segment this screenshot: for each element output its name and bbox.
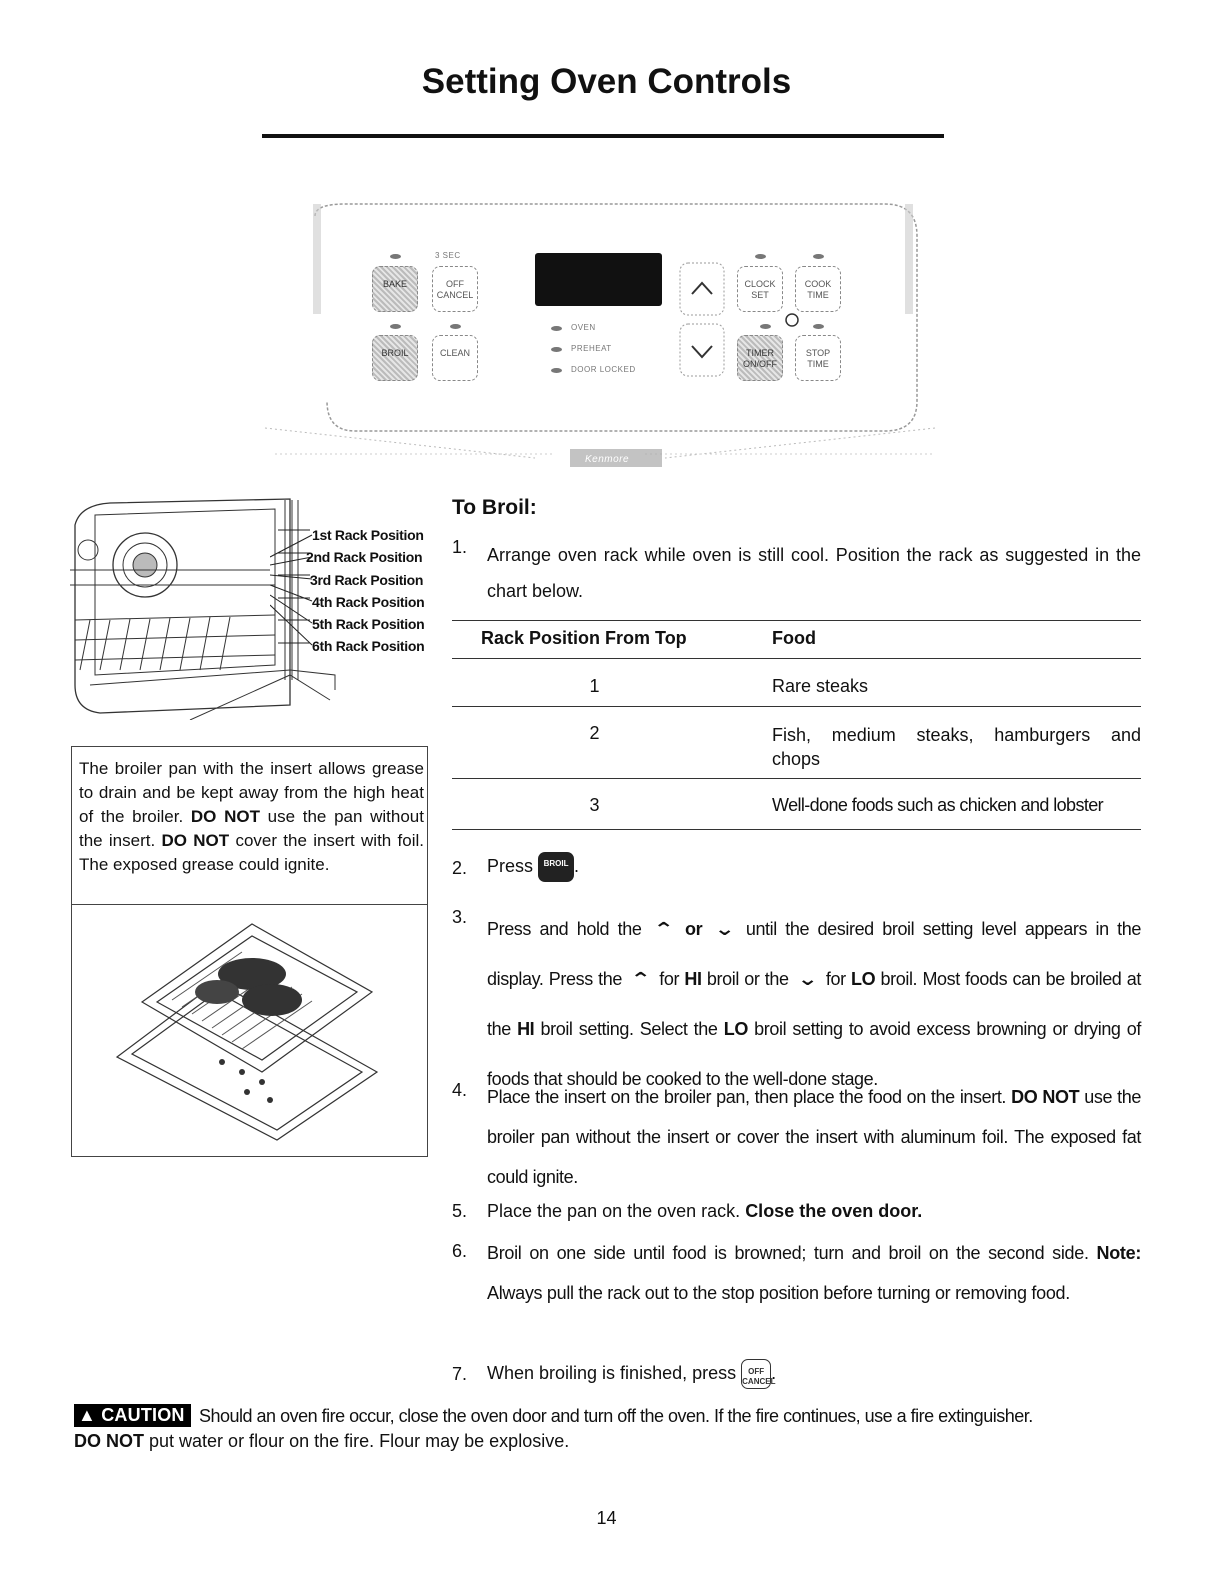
step-3-text — [487, 904, 1141, 1104]
indicator-led — [760, 324, 771, 329]
table-rule — [452, 778, 1141, 779]
step-text: Place the pan on the oven rack. — [487, 1201, 741, 1221]
step-text-bold: or — [685, 919, 703, 939]
clock-set-button-illustration: CLOCK SET — [737, 266, 783, 312]
table-cell-food: Well-done foods such as chicken and lobster — [772, 795, 1104, 815]
step-text: Broil on one side until food is browned; turn and broil on the second side. — [487, 1243, 1089, 1263]
broiler-pan-note-box — [71, 746, 428, 1157]
note-text: The broiler pan with the insert allows grease to drain and be kept away from the high heat of the broiler. — [79, 759, 424, 826]
preheat-indicator-label: PREHEAT — [571, 344, 612, 353]
timer-button-illustration: TIMER ON/OFF — [737, 335, 783, 381]
box-divider — [72, 904, 427, 905]
table-cell-food: Rare steaks — [772, 676, 869, 696]
bake-button-illustration: BAKE — [372, 266, 418, 312]
step-text: broil or the — [706, 969, 789, 989]
lock-label: 3 SEC — [435, 251, 461, 260]
broil-key-icon: BROIL — [538, 852, 574, 882]
step-text-bold: LO — [723, 1019, 748, 1039]
step-text-bold: HI — [517, 1019, 535, 1039]
caution-badge — [74, 1404, 191, 1427]
step-text: When broiling is finished, press — [487, 1362, 737, 1383]
table-header-rack: Rack Position From Top — [481, 628, 687, 648]
step-1-text: Arrange oven rack while oven is still cool. Position the rack as suggested in the chart below. — [487, 545, 1141, 601]
broiler-pan-note — [79, 757, 424, 877]
page-title: Setting Oven Controls — [421, 62, 792, 101]
step-number: 7. — [452, 1364, 468, 1384]
step-text: Press and hold the — [487, 919, 642, 939]
step-6-text — [487, 1233, 1141, 1313]
indicator-led — [755, 254, 766, 259]
up-arrow-icon: ⌃ — [652, 919, 674, 939]
indicator-led — [450, 324, 461, 329]
step-text: for — [825, 969, 846, 989]
table-rule — [452, 658, 1141, 659]
caution-text-line2 — [74, 1431, 569, 1452]
step-text: broil. Most foods can be broiled at the — [487, 969, 1141, 1039]
indicator-led — [551, 368, 562, 373]
note-text: use the pan without the insert. — [79, 807, 424, 850]
step-text-bold: Close the oven door. — [745, 1201, 923, 1221]
down-arrow-icon: ⌄ — [796, 969, 818, 989]
caution-badge-label: CAUTION — [101, 1405, 185, 1425]
table-cell-food: Fish, medium steaks, hamburgers and chops — [772, 725, 1141, 769]
broil-button-illustration: BROIL — [372, 335, 418, 381]
table-cell-rack: 3 — [589, 795, 600, 815]
step-text: broil setting to avoid excess browning or drying of foods that should be cooked to the well-done stage. — [487, 1019, 1141, 1089]
step-text: until the desired broil setting level appears in the display. Press the — [487, 919, 1142, 989]
table-rule — [452, 620, 1141, 621]
step-number: 6. — [452, 1241, 468, 1261]
stop-time-button-illustration: STOP TIME — [795, 335, 841, 381]
rack-position-label: 3rd Rack Position — [310, 572, 424, 588]
table-header-food: Food — [772, 628, 816, 648]
step-text: for — [659, 969, 680, 989]
step-number: 4. — [452, 1080, 468, 1100]
indicator-led — [813, 254, 824, 259]
page-number: 14 — [596, 1508, 617, 1528]
note-emphasis: DO NOT — [161, 831, 230, 850]
caution-text: Should an oven fire occur, close the oven door and turn off the oven. If the fire continues, use a fire extinguisher. — [199, 1406, 1033, 1426]
oven-rack-positions-figure — [70, 495, 430, 720]
oven-indicator-label: OVEN — [571, 323, 596, 332]
step-text: Press — [487, 855, 534, 876]
rack-position-label: 4th Rack Position — [312, 594, 425, 610]
off-cancel-button-illustration: OFF CANCEL — [432, 266, 478, 312]
down-arrow-icon: ⌄ — [713, 919, 735, 939]
indicator-led — [551, 326, 562, 331]
indicator-led — [551, 347, 562, 352]
warning-triangle-icon: ▲ — [78, 1405, 97, 1425]
caution-emphasis: DO NOT — [74, 1431, 144, 1451]
note-text: cover the insert with foil. The exposed grease could ignite. — [79, 831, 424, 874]
step-text-bold: LO — [851, 969, 876, 989]
door-locked-indicator-label: DOOR LOCKED — [571, 365, 636, 374]
rack-position-label: 6th Rack Position — [312, 638, 425, 654]
caution-text: put water or flour on the fire. Flour may be explosive. — [149, 1431, 570, 1451]
table-cell-rack: 1 — [589, 676, 600, 696]
control-panel-outline — [255, 196, 945, 481]
step-text: use the broiler pan without the insert or cover the insert with aluminum foil. The exposed fat could ignite. — [487, 1087, 1141, 1187]
step-5-text — [487, 1201, 1141, 1222]
rack-position-label: 2nd Rack Position — [306, 549, 423, 565]
off-cancel-key-icon: OFF CANCEL — [741, 1359, 771, 1389]
step-number: 5. — [452, 1201, 468, 1221]
step-number: 1. — [452, 537, 468, 557]
up-arrow-icon: ⌃ — [630, 969, 651, 989]
control-panel-illustration — [255, 196, 945, 481]
brand-logo: Kenmore — [585, 454, 630, 465]
step-number: 2. — [452, 858, 468, 878]
table-cell-rack: 2 — [589, 723, 600, 743]
table-rule — [452, 706, 1141, 707]
indicator-led — [390, 254, 401, 259]
step-text-bold: Note: — [1096, 1243, 1142, 1263]
section-heading: To Broil: — [452, 496, 537, 519]
step-4-text — [487, 1077, 1141, 1197]
step-text: Always pull the rack out to the stop position before turning or removing food. — [487, 1283, 1070, 1303]
title-rule — [262, 134, 944, 138]
step-text-bold: DO NOT — [1011, 1087, 1080, 1107]
step-number: 3. — [452, 907, 468, 927]
step-7-text: When broiling is finished, press OFF CANCEL. — [487, 1359, 1141, 1389]
step-text: broil setting. Select the — [540, 1019, 718, 1039]
clean-button-illustration: CLEAN — [432, 335, 478, 381]
step-text-bold: HI — [684, 969, 702, 989]
step-2-text: Press BROIL . — [487, 852, 1141, 882]
indicator-led — [813, 324, 824, 329]
table-rule — [452, 829, 1141, 830]
indicator-led — [390, 324, 401, 329]
rack-position-label: 1st Rack Position — [312, 527, 424, 543]
rack-position-label: 5th Rack Position — [312, 616, 425, 632]
note-emphasis: DO NOT — [190, 807, 260, 826]
broiler-pan-illustration — [102, 912, 402, 1152]
cook-time-button-illustration: COOK TIME — [795, 266, 841, 312]
step-text: Place the insert on the broiler pan, then place the food on the insert. — [487, 1087, 1007, 1107]
